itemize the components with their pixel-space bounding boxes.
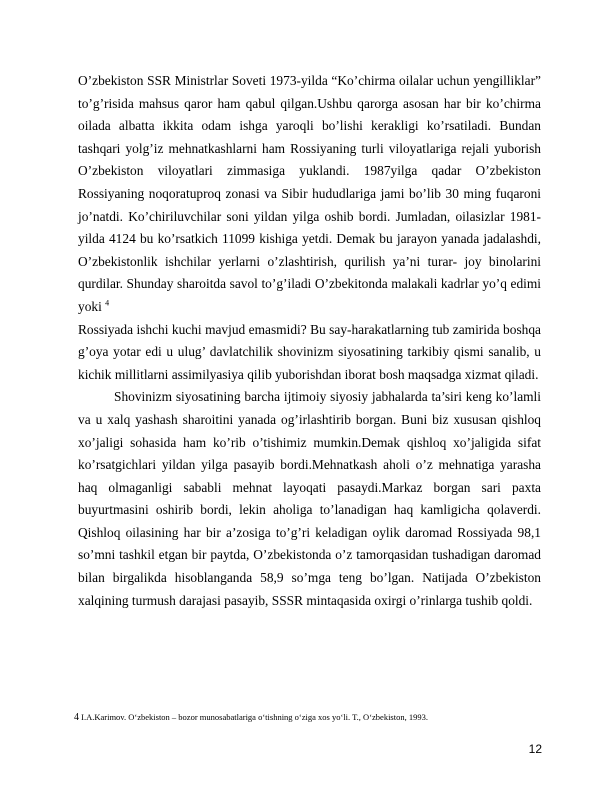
footnote: [74, 711, 544, 724]
footnote-text: I.A.Karimov. O‘zbekiston – bozor munosabatlariga o‘tishning o‘ziga xos yo‘li. T., O‘zbekiston, 1993.: [81, 712, 428, 722]
paragraph-1: [78, 70, 541, 319]
footnote-reference[interactable]: 4: [105, 298, 110, 308]
paragraph-1-text: O’zbekiston SSR Ministrlar Soveti 1973-yilda “Ko’chirma oilalar uchun yengilliklar” to’g’risida mahsus qaror ham qabul qilgan.Ushbu qarorga asosan har bir ko’chirma oilada albatta ikkita odam ishga yaroqli bo’lishi kerakligi ko’rsatiladi. Bundan tashqari yolg’iz mehnatkashlarni ham Rossiyaning turli viloyatlariga rejali yuborish O’zbekiston viloyatlari zimmasiga yuklandi. 1987yilga qadar O’zbekiston Rossiyaning noqoratuproq zonasi va Sibir hududlariga jami bo’lib 30 ming fuqaroni jo’natdi. Ko’chiriluvchilar soni yildan yilga oshib bordi. Jumladan, oilasizlar 1981-yilda 4124 bu ko’rsatkich 11099 kishiga yetdi. Demak bu jarayon yanada jadalashdi, O’zbekistonlik ishchilar yerlarni o’zlashtirish, qurilish ya’ni turar- joy binolarini qurdilar. Shunday sharoitda savol to’g’iladi O’zbekitonda malakali kadrlar yo’q edimi yoki: [78, 73, 541, 314]
page-number: 12: [528, 742, 542, 756]
paragraph-3: Shovinizm siyosatining barcha ijtimoiy siyosiy jabhalarda ta’siri keng ko’lamli va u xalq yashash sharoitini yanada og’irlashtirib borgan. Buni biz xususan qishloq xo’jaligi sohasida ham ko’rib o’tishimiz mumkin.Demak qishloq xo’jaligida sifat ko’rsatgichlari yildan yilga pasayib bordi.Mehnatkash aholi o’z mehnatiga yarasha haq olmaganligi sababli mehnat layoqati pasaydi.Markaz borgan sari paxta buyurtmasini oshirib bordi, lekin aholiga to’lanadigan haq kamligicha qolaverdi. Qishloq oilasining har bir a’zosiga to’g’ri keladigan oylik daromad Rossiyada 98,1 so’mni tashkil etgan bir paytda, O’zbekistonda o’z tamorqasidan tushadigan daromad bilan birgalikda hisoblanganda 58,9 so’mga teng bo’lgan. Natijada O’zbekiston xalqining turmush darajasi pasayib, SSSR mintaqasida oxirgi o’rinlarga tushib qoldi.: [78, 389, 541, 608]
footnote-number: 4: [74, 712, 79, 723]
body-text: [78, 70, 541, 612]
paragraph-2: Rossiyada ishchi kuchi mavjud emasmidi? Bu say-harakatlarning tub zamirida boshqa g’oya yotar edi u ulug’ davlatchilik shovinizm siyosatining tarkibiy qismi sanalib, u kichik millitlarni assimilyasiya qilib yuborishdan iborat bosh maqsadga xizmat qiladi.: [78, 321, 541, 382]
